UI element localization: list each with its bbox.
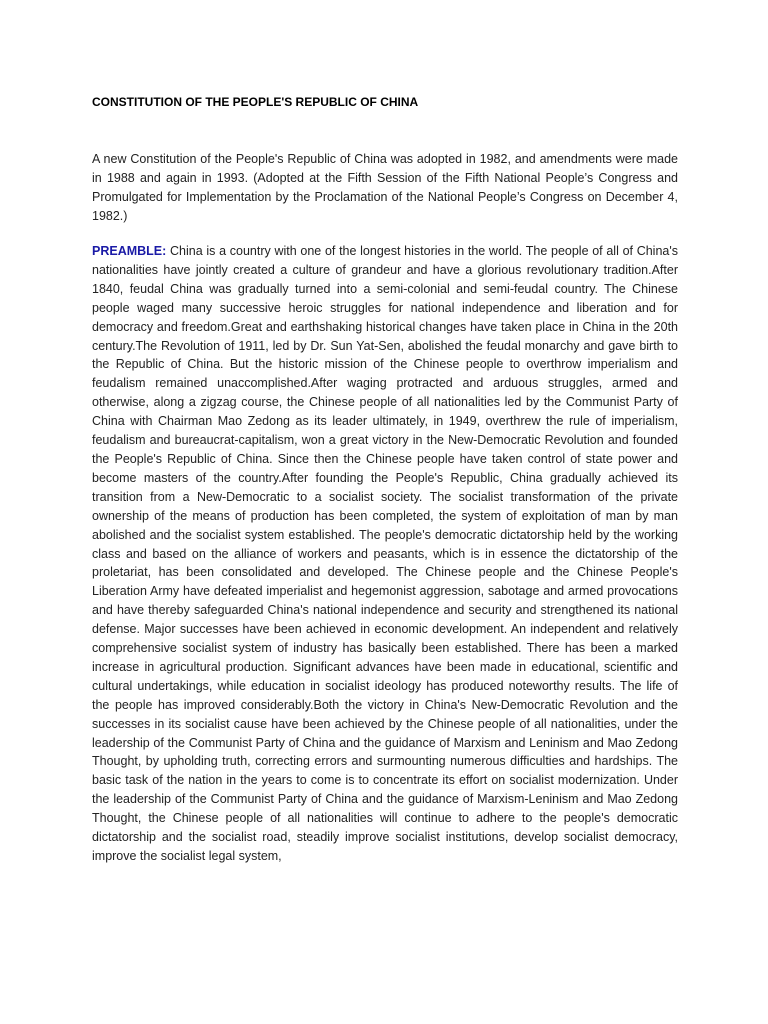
intro-paragraph: A new Constitution of the People's Republic of China was adopted in 1982, and amendments were made in 1988 and again in 1993. (Adopted at the Fifth Session of the Fifth National People’s Congress and Promulgated for Implementation by the Proclamation of the National People’s Congress on December 4, 1982.): [92, 152, 678, 223]
preamble-label: PREAMBLE:: [92, 244, 167, 258]
preamble-paragraph: [92, 242, 678, 866]
preamble-text: China is a country with one of the longest histories in the world. The people of all of China's nationalities have jointly created a culture of grandeur and have a glorious revolutionary tradition.After 1840, feudal China was gradually turned into a semi-colonial and semi-feudal country. The Chinese people waged many successive heroic struggles for national independence and liberation and for democracy and freedom.Great and earthshaking historical changes have taken place in China in the 20th century.The Revolution of 1911, led by Dr. Sun Yat-Sen, abolished the feudal monarchy and gave birth to the Republic of China. But the historic mission of the Chinese people to overthrow imperialism and feudalism remained unaccomplished.After waging protracted and arduous struggles, armed and otherwise, along a zigzag course, the Chinese people of all nationalities led by the Communist Party of China with Chairman Mao Zedong as its leader ultimately, in 1949, overthrew the rule of imperialism, feudalism and bureaucrat-capitalism, won a great victory in the New-Democratic Revolution and founded the People's Republic of China. Since then the Chinese people have taken control of state power and become masters of the country.After founding the People's Republic, China gradually achieved its transition from a New-Democratic to a socialist society. The socialist transformation of the private ownership of the means of production has been completed, the system of exploitation of man by man abolished and the socialist system established. The people's democratic dictatorship held by the working class and based on the alliance of workers and peasants, which is in essence the dictatorship of the proletariat, has been consolidated and developed. The Chinese people and the Chinese People's Liberation Army have defeated imperialist and hegemonist aggression, sabotage and armed provocations and have thereby safeguarded China's national independence and security and strengthened its national defense. Major successes have been achieved in economic development. An independent and relatively comprehensive socialist system of industry has basically been established. There has been a marked increase in agricultural production. Significant advances have been made in educational, scientific and cultural undertakings, while education in socialist ideology has produced noteworthy results. The life of the people has improved considerably.Both the victory in China's New-Democratic Revolution and the successes in its socialist cause have been achieved by the Chinese people of all nationalities, under the leadership of the Communist Party of China and the guidance of Marxism and Leninism and Mao Zedong Thought, by upholding truth, correcting errors and surmounting numerous difficulties and hardships. The basic task of the nation in the years to come is to concentrate its effort on socialist modernization. Under the leadership of the Communist Party of China and the guidance of Marxism-Leninism and Mao Zedong Thought, the Chinese people of all nationalities will continue to adhere to the people's democratic dictatorship and the socialist road, steadily improve socialist institutions, develop socialist democracy, improve the socialist legal system,: [92, 244, 678, 863]
document-title: CONSTITUTION OF THE PEOPLE'S REPUBLIC OF CHINA: [92, 95, 419, 109]
